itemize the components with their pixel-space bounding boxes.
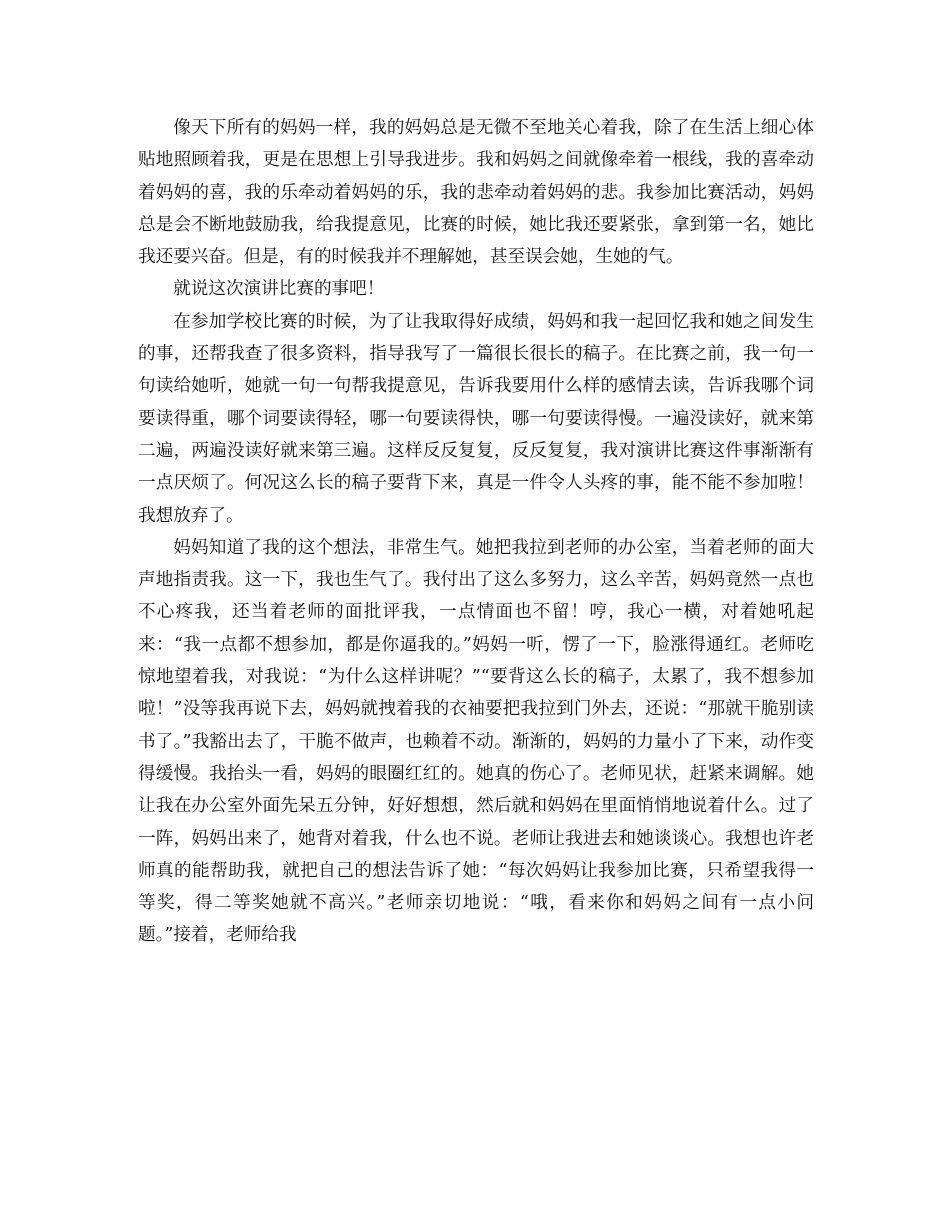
paragraph: 像天下所有的妈妈一样，我的妈妈总是无微不至地关心着我，除了在生活上细心体贴地照顾着我，更是在思想上引导我进步。我和妈妈之间就像牵着一根线，我的喜牵动着妈妈的喜，我的乐牵动着妈妈的乐，我的悲牵动着妈妈的悲。我参加比赛活动，妈妈总是会不断地鼓励我，给我提意见，比赛的时候，她比我还要紧张，拿到第一名，她比我还要兴奋。但是，有的时候我并不理解她，甚至误会她，生她的气。 (138, 118, 814, 268)
paragraph: 在参加学校比赛的时候，为了让我取得好成绩，妈妈和我一起回忆我和她之间发生的事，还帮我查了很多资料，指导我写了一篇很长很长的稿子。在比赛之前，我一句一句读给她听，她就一句一句帮我提意见，告诉我要用什么样的感情去读，告诉我哪个词要读得重，哪个词要读得轻，哪一句要读得快，哪一句要读得慢。一遍没读好，就来第二遍，两遍没读好就来第三遍。这样反反复复，反反复复，我对演讲比赛这件事渐渐有一点厌烦了。何况这么长的稿子要背下来，真是一件令人头疼的事，能不能不参加啦！我想放弃了。 (138, 311, 814, 526)
paragraph: 妈妈知道了我的这个想法，非常生气。她把我拉到老师的办公室，当着老师的面大声地指责我。这一下，我也生气了。我付出了这么多努力，这么辛苦，妈妈竟然一点也不心疼我，还当着老师的面批评我，一点情面也不留！哼，我心一横，对着她吼起来：“我一点都不想参加，都是你逼我的。”妈妈一听，愣了一下，脸涨得通红。老师吃惊地望着我，对我说：“为什么这样讲呢？”“要背这么长的稿子，太累了，我不想参加啦！”没等我再说下去，妈妈就拽着我的衣袖要把我拉到门外去，还说：“那就干脆别读书了。”我豁出去了，干脆不做声，也赖着不动。渐渐的，妈妈的力量小了下来，动作变得缓慢。我抬头一看，妈妈的眼圈红红的。她真的伤心了。老师见状，赶紧来调解。她让我在办公室外面先呆五分钟，好好想想，然后就和妈妈在里面悄悄地说着什么。过了一阵，妈妈出来了，她背对着我，什么也不说。老师让我进去和她谈谈心。我想也许老师真的能帮助我，就把自己的想法告诉了她：“每次妈妈让我参加比赛，只希望我得一等奖，得二等奖她就不高兴。”老师亲切地说：“哦，看来你和妈妈之间有一点小问题。”接着，老师给我 (138, 537, 814, 946)
document-body (138, 112, 814, 952)
paragraph: 就说这次演讲比赛的事吧！ (173, 279, 385, 300)
